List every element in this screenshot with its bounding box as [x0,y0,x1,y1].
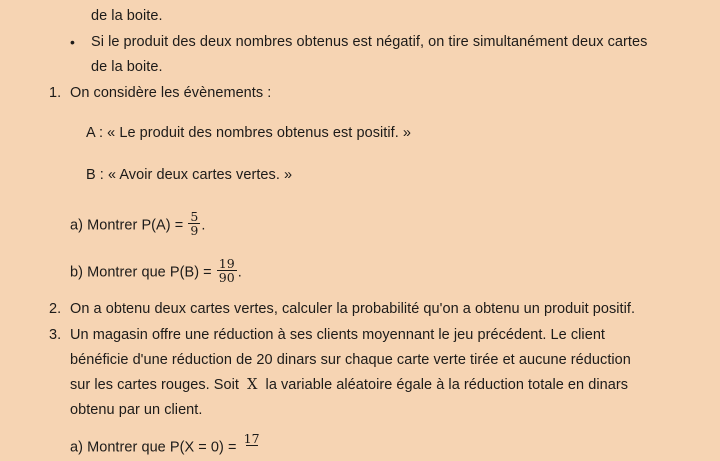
question-3-line-2: bénéficie d'une réduction de 20 dinars sur chaque carte verte tirée et aucune réduction [70,352,631,368]
bullet-2-line-1: Si le produit des deux nombres obtenus est négatif, on tire simultanément deux cartes [91,34,648,50]
bullet-marker: • [70,34,75,50]
question-3a-label: a) Montrer que P(X = 0) = [70,439,237,456]
question-3a [70,431,263,461]
fraction-19-90 [217,257,237,284]
question-2-number: 2. [49,301,62,317]
question-3-line-3-end: la variable aléatoire égale à la réduction totale en dinars [265,377,629,393]
variable-x: X [247,377,258,393]
question-3-line-4: obtenu par un client. [70,402,203,418]
question-1b-label: b) Montrer que P(B) = [70,264,212,281]
question-1-number: 1. [49,85,62,101]
fraction-5-9 [188,210,200,237]
bullet-2-line-2: de la boite. [91,59,163,75]
fraction-17 [242,432,262,459]
question-1a-label: a) Montrer P(A) = [70,217,184,234]
event-b: B : « Avoir deux cartes vertes. » [86,167,293,183]
question-1b [70,256,242,286]
question-3-line-1: Un magasin offre une réduction à ses clients moyennant le jeu précédent. Le client [70,327,606,343]
fraction-denominator: 9 [190,223,199,238]
fraction-numerator: 17 [243,431,260,446]
event-a: A : « Le produit des nombres obtenus est positif. » [86,125,411,141]
question-1-text: On considère les évènements : [70,85,272,101]
question-3-line-3-start: sur les cartes rouges. Soit [70,377,239,393]
bullet-1-continuation: de la boite. [91,8,163,24]
period: . [237,264,242,281]
question-3-number: 3. [49,327,62,343]
fraction-denominator: 90 [218,270,235,285]
question-2-text: On a obtenu deux cartes vertes, calculer la probabilité qu'on a obtenu un produit positif. [70,301,636,317]
question-3-line-3 [70,377,628,393]
period: . [201,217,206,234]
fraction-numerator: 5 [190,209,199,224]
question-1a [70,209,206,239]
fraction-numerator: 19 [218,256,235,271]
fraction-denominator [246,445,258,459]
